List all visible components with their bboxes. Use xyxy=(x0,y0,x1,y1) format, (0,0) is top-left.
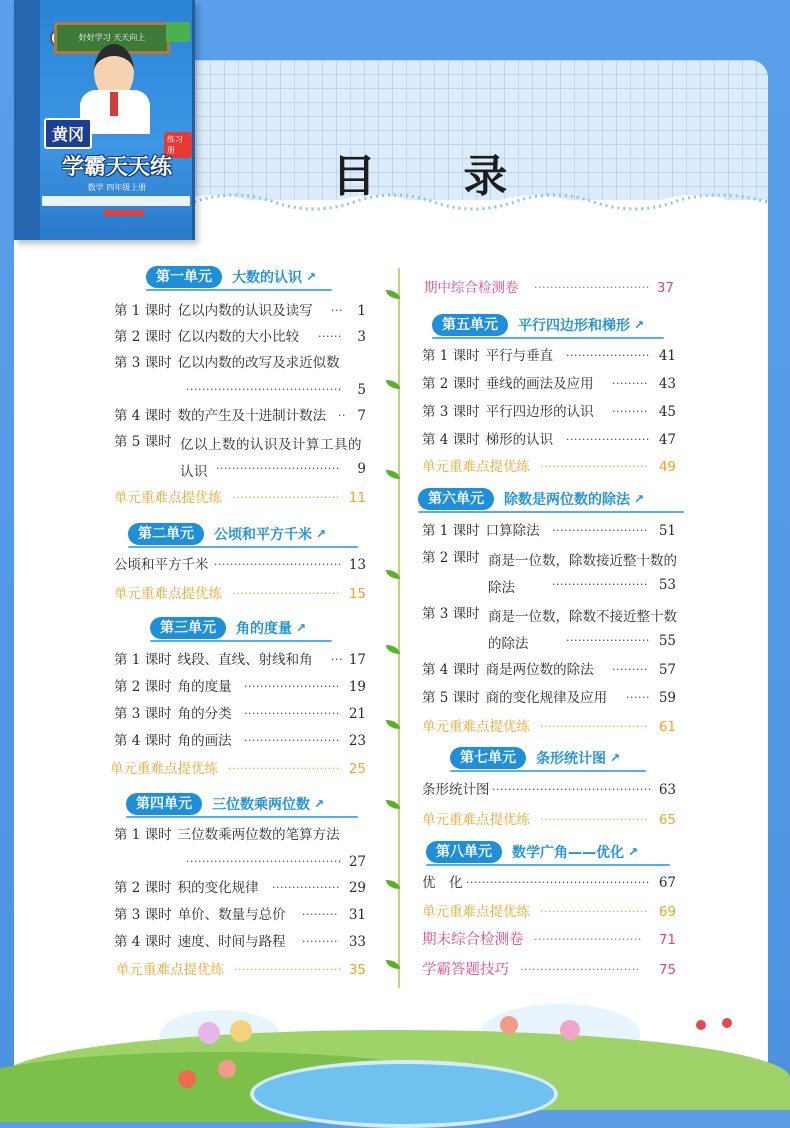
lesson-key: 第 4 课时 xyxy=(422,432,480,448)
lesson-title: 商是一位数，除数不接近整十数的除法 xyxy=(488,609,677,652)
toc-entry[interactable] xyxy=(422,604,480,624)
flower-icon xyxy=(696,1020,706,1030)
toc-entry[interactable] xyxy=(422,873,463,893)
page-number: 5 xyxy=(357,382,366,398)
leader-dots: ························ xyxy=(552,578,648,591)
arrow-up-icon: ↗ xyxy=(628,845,639,859)
flower-icon xyxy=(722,1018,732,1028)
leader-dots: ····························· xyxy=(534,281,650,294)
lesson-title: 单价、数量与总价 xyxy=(177,907,286,923)
leader-dots: ······························ xyxy=(520,963,640,976)
review-entry[interactable]: 单元重难点提优练 xyxy=(422,459,530,475)
toc-entry[interactable] xyxy=(114,825,340,845)
unit-label: 第三单元 xyxy=(150,617,226,639)
lesson-title: 公顷和平方千米 xyxy=(114,557,209,573)
leader-dots: ······ xyxy=(626,691,650,704)
lesson-title: 商是一位数，除数接近整十数的除法 xyxy=(488,553,677,596)
unit-underline xyxy=(450,770,646,772)
arrow-up-icon: ↗ xyxy=(634,492,645,506)
page-number: 17 xyxy=(348,652,366,668)
leader-dots: ··························· xyxy=(540,720,648,733)
unit-underline xyxy=(126,816,358,818)
page-number: 69 xyxy=(658,904,676,920)
arrow-up-icon: ↗ xyxy=(306,270,317,284)
unit-header[interactable] xyxy=(418,488,644,510)
column-divider xyxy=(398,268,400,988)
cover-top-badge xyxy=(166,22,190,42)
unit-label: 第八单元 xyxy=(426,841,502,863)
page-number: 75 xyxy=(658,962,676,978)
leader-dots: ····················· xyxy=(566,634,650,647)
unit-label: 第四单元 xyxy=(126,793,202,815)
leader-dots: ··························· xyxy=(540,905,648,918)
page-number: 21 xyxy=(348,706,366,722)
toc-entry[interactable] xyxy=(114,406,326,426)
lesson-title: 角的画法 xyxy=(177,733,232,749)
leader-dots: ········································ xyxy=(492,783,652,796)
lesson-key: 第 5 课时 xyxy=(114,434,172,450)
unit-underline xyxy=(150,640,332,642)
leader-dots: ········· xyxy=(302,935,338,948)
review-entry[interactable]: 单元重难点提优练 xyxy=(114,490,222,506)
arrow-up-icon: ↗ xyxy=(634,318,645,332)
page-number: 71 xyxy=(658,932,676,948)
leader-dots: ··························· xyxy=(534,933,642,946)
lesson-key: 第 2 课时 xyxy=(114,880,172,896)
flower-icon xyxy=(218,1060,236,1078)
page-number: 19 xyxy=(348,679,366,695)
unit-label: 第五单元 xyxy=(432,314,508,336)
leader-dots: ········· xyxy=(612,663,648,676)
leader-dots: ··························· xyxy=(234,963,342,976)
toc-entry[interactable] xyxy=(422,780,490,800)
leader-dots: ······································· xyxy=(186,383,342,396)
page-number: 1 xyxy=(357,303,366,319)
lesson-title: 商是两位数的除法 xyxy=(485,662,594,678)
leader-dots: ········· xyxy=(612,377,648,390)
toc-entry[interactable] xyxy=(114,878,259,898)
lesson-key: 第 3 课时 xyxy=(114,706,172,722)
review-entry[interactable]: 单元重难点提优练 xyxy=(110,761,218,777)
midterm-exam-entry[interactable]: 期中综合检测卷 xyxy=(424,280,519,296)
unit-label: 第一单元 xyxy=(146,266,222,288)
toc-entry[interactable] xyxy=(422,402,594,422)
final-exam-entry[interactable]: 期末综合检测卷 xyxy=(422,932,524,948)
toc-entry[interactable] xyxy=(422,346,553,366)
cover-title: 学霸天天练 xyxy=(61,155,172,180)
page-number: 67 xyxy=(658,875,676,891)
lesson-key: 第 3 课时 xyxy=(114,907,172,923)
page-number: 63 xyxy=(658,782,676,798)
lesson-key: 第 1 课时 xyxy=(114,303,172,319)
lesson-title: 优 化 xyxy=(422,875,463,891)
leader-dots: ························ xyxy=(244,680,340,693)
toc-entry[interactable] xyxy=(114,555,209,575)
unit-header[interactable] xyxy=(126,793,324,815)
unit-underline xyxy=(146,289,332,291)
pond-illustration xyxy=(250,1060,558,1128)
leader-dots: ···························· xyxy=(228,762,340,775)
lesson-key: 第 4 课时 xyxy=(114,733,172,749)
page-number: 49 xyxy=(658,459,676,475)
unit-header[interactable] xyxy=(426,841,638,863)
toc-entry[interactable] xyxy=(422,548,480,568)
leader-dots: ········· xyxy=(612,405,648,418)
leader-dots: ························ xyxy=(244,734,340,747)
page-number: 65 xyxy=(658,812,676,828)
leader-dots: ······ xyxy=(318,330,342,343)
toc-entry[interactable] xyxy=(114,905,286,925)
lesson-title: 商的变化规律及应用 xyxy=(485,690,608,706)
lesson-key: 第 3 课时 xyxy=(422,404,480,420)
toc-entry[interactable] xyxy=(422,430,553,450)
lesson-title: 角的度量 xyxy=(177,679,232,695)
leader-dots: ··· xyxy=(331,304,343,317)
page-number: 59 xyxy=(658,690,676,706)
toc-entry[interactable] xyxy=(114,932,286,952)
lesson-key: 第 4 课时 xyxy=(114,934,172,950)
page-number: 27 xyxy=(348,854,366,870)
unit-underline xyxy=(128,546,358,548)
unit-name: 角的度量 xyxy=(236,621,292,637)
toc-entry[interactable] xyxy=(114,432,172,452)
page-number: 37 xyxy=(656,280,674,296)
toc-entry[interactable] xyxy=(114,650,313,670)
lesson-title: 平行与垂直 xyxy=(485,348,554,364)
toc-entry[interactable] xyxy=(114,353,340,373)
lesson-title: 亿以上数的认识及计算工具的认识 xyxy=(180,437,362,480)
page-number: 13 xyxy=(348,557,366,573)
lesson-title: 数的产生及十进制计数法 xyxy=(177,408,327,424)
lesson-key: 第 1 课时 xyxy=(114,827,172,843)
leader-dots: ········· xyxy=(302,908,338,921)
cover-subtitle: 数学 四年级上册 xyxy=(87,183,147,192)
lesson-key: 第 2 课时 xyxy=(114,329,172,345)
book-spine xyxy=(14,0,40,240)
cover-blackboard: 好好学习 天天向上 xyxy=(54,22,170,54)
toc-entry[interactable] xyxy=(422,660,594,680)
toc-entry[interactable] xyxy=(114,327,299,347)
unit-label: 第七单元 xyxy=(450,747,526,769)
page-number: 7 xyxy=(357,408,366,424)
page-number: 31 xyxy=(348,907,366,923)
flower-icon xyxy=(178,1070,196,1088)
lesson-title: 口算除法 xyxy=(485,523,540,539)
lesson-title: 线段、直线、射线和角 xyxy=(177,652,313,668)
book-cover-image xyxy=(14,0,195,240)
lesson-title: 积的变化规律 xyxy=(177,880,259,896)
unit-name: 公顷和平方千米 xyxy=(214,527,312,543)
leader-dots: ··························· xyxy=(232,491,340,504)
lesson-title: 条形统计图 xyxy=(422,782,490,798)
lesson-title: 亿以内数的认识及读写 xyxy=(177,303,313,319)
lesson-key: 第 5 课时 xyxy=(422,690,480,706)
unit-label: 第六单元 xyxy=(418,488,494,510)
page-number: 53 xyxy=(658,577,676,593)
page-number: 3 xyxy=(357,329,366,345)
page-number: 35 xyxy=(348,962,366,978)
lesson-title: 三位数乘两位数的笔算方法 xyxy=(177,827,340,843)
unit-underline xyxy=(432,337,664,339)
lesson-title: 角的分类 xyxy=(177,706,232,722)
page-number: 11 xyxy=(348,490,366,506)
lesson-title: 速度、时间与路程 xyxy=(177,934,286,950)
leader-dots: ·· xyxy=(338,409,346,422)
review-entry[interactable]: 单元重难点提优练 xyxy=(114,586,222,602)
cover-brand: 黄冈 xyxy=(44,118,92,149)
unit-name: 除数是两位数的除法 xyxy=(504,492,630,508)
lesson-title: 亿以内数的改写及求近似数 xyxy=(177,355,340,371)
toc-entry[interactable] xyxy=(422,688,607,708)
flower-icon xyxy=(500,1016,518,1034)
leader-dots: ······························· xyxy=(216,462,340,475)
lesson-title: 梯形的认识 xyxy=(485,432,554,448)
page-number: 29 xyxy=(348,880,366,896)
lesson-key: 第 4 课时 xyxy=(422,662,480,678)
arrow-up-icon: ↗ xyxy=(316,527,327,541)
lesson-key: 第 1 课时 xyxy=(114,652,172,668)
toc-entry[interactable] xyxy=(114,704,232,724)
unit-name: 平行四边形和梯形 xyxy=(518,318,630,334)
arrow-up-icon: ↗ xyxy=(296,621,307,635)
arrow-up-icon: ↗ xyxy=(610,751,621,765)
lesson-title: 平行四边形的认识 xyxy=(485,404,594,420)
toc-entry[interactable] xyxy=(422,521,540,541)
leader-dots: ··························· xyxy=(540,813,648,826)
review-entry[interactable]: 单元重难点提优练 xyxy=(422,719,530,735)
unit-underline xyxy=(418,511,684,513)
lesson-title: 垂线的画法及应用 xyxy=(485,376,594,392)
unit-header[interactable] xyxy=(150,617,306,639)
page-number: 47 xyxy=(658,432,676,448)
leader-dots: ··························· xyxy=(540,460,648,473)
toc-entry[interactable] xyxy=(114,677,232,697)
unit-header[interactable] xyxy=(146,266,316,288)
arrow-up-icon: ↗ xyxy=(314,797,325,811)
page-number: 23 xyxy=(348,733,366,749)
page-number: 41 xyxy=(658,348,676,364)
page-number: 61 xyxy=(658,719,676,735)
review-entry[interactable]: 单元重难点提优练 xyxy=(422,904,530,920)
cover-badge: 练习册 xyxy=(164,132,192,158)
page-number: 25 xyxy=(348,761,366,777)
lesson-key: 第 2 课时 xyxy=(422,376,480,392)
page-number: 55 xyxy=(658,633,676,649)
unit-name: 条形统计图 xyxy=(536,751,606,767)
leader-dots: ················· xyxy=(272,881,340,894)
publisher-logo xyxy=(104,210,144,216)
unit-header[interactable] xyxy=(450,747,620,769)
lesson-key: 第 3 课时 xyxy=(114,355,172,371)
leader-dots: ··· xyxy=(331,653,343,666)
lesson-key: 第 2 课时 xyxy=(114,679,172,695)
lesson-key: 第 4 课时 xyxy=(114,408,172,424)
lesson-key: 第 3 课时 xyxy=(422,606,480,622)
page-number: 57 xyxy=(658,662,676,678)
unit-name: 大数的认识 xyxy=(232,270,302,286)
leader-dots: ··························· xyxy=(232,587,340,600)
cover-info-strip xyxy=(42,196,190,206)
page-number: 51 xyxy=(658,523,676,539)
unit-header[interactable] xyxy=(128,523,326,545)
lesson-key: 第 1 课时 xyxy=(422,523,480,539)
unit-header[interactable] xyxy=(432,314,644,336)
page-number: 33 xyxy=(348,934,366,950)
unit-label: 第二单元 xyxy=(128,523,204,545)
toc-entry[interactable] xyxy=(114,301,313,321)
review-entry[interactable]: 单元重难点提优练 xyxy=(116,962,224,978)
flower-icon xyxy=(198,1022,220,1044)
page-number: 15 xyxy=(348,586,366,602)
review-entry[interactable]: 单元重难点提优练 xyxy=(422,812,530,828)
leader-dots: ····················· xyxy=(566,349,650,362)
lesson-key: 第 1 课时 xyxy=(422,348,480,364)
page-title: 目 录 xyxy=(332,151,544,202)
leader-dots: ······································· xyxy=(186,855,342,868)
leader-dots: ·············································· xyxy=(466,876,650,889)
page-number: 43 xyxy=(658,376,676,392)
unit-name: 三位数乘两位数 xyxy=(212,797,310,813)
lesson-title: 亿以内数的大小比较 xyxy=(177,329,300,345)
leader-dots: ····················· xyxy=(566,433,650,446)
leader-dots: ························ xyxy=(244,707,340,720)
lesson-key: 第 2 课时 xyxy=(422,550,480,566)
flower-icon xyxy=(560,1020,580,1040)
leader-dots: ························ xyxy=(552,524,648,537)
page-number: 9 xyxy=(357,461,366,477)
tips-entry[interactable]: 学霸答题技巧 xyxy=(422,962,509,978)
unit-underline xyxy=(426,864,670,866)
flower-icon xyxy=(230,1020,252,1042)
toc-entry[interactable] xyxy=(422,374,594,394)
leader-dots: ································ xyxy=(214,558,342,571)
tie-icon xyxy=(110,92,118,116)
page-number: 45 xyxy=(658,404,676,420)
unit-name: 数学广角——优化 xyxy=(512,845,624,861)
toc-entry[interactable] xyxy=(114,731,232,751)
